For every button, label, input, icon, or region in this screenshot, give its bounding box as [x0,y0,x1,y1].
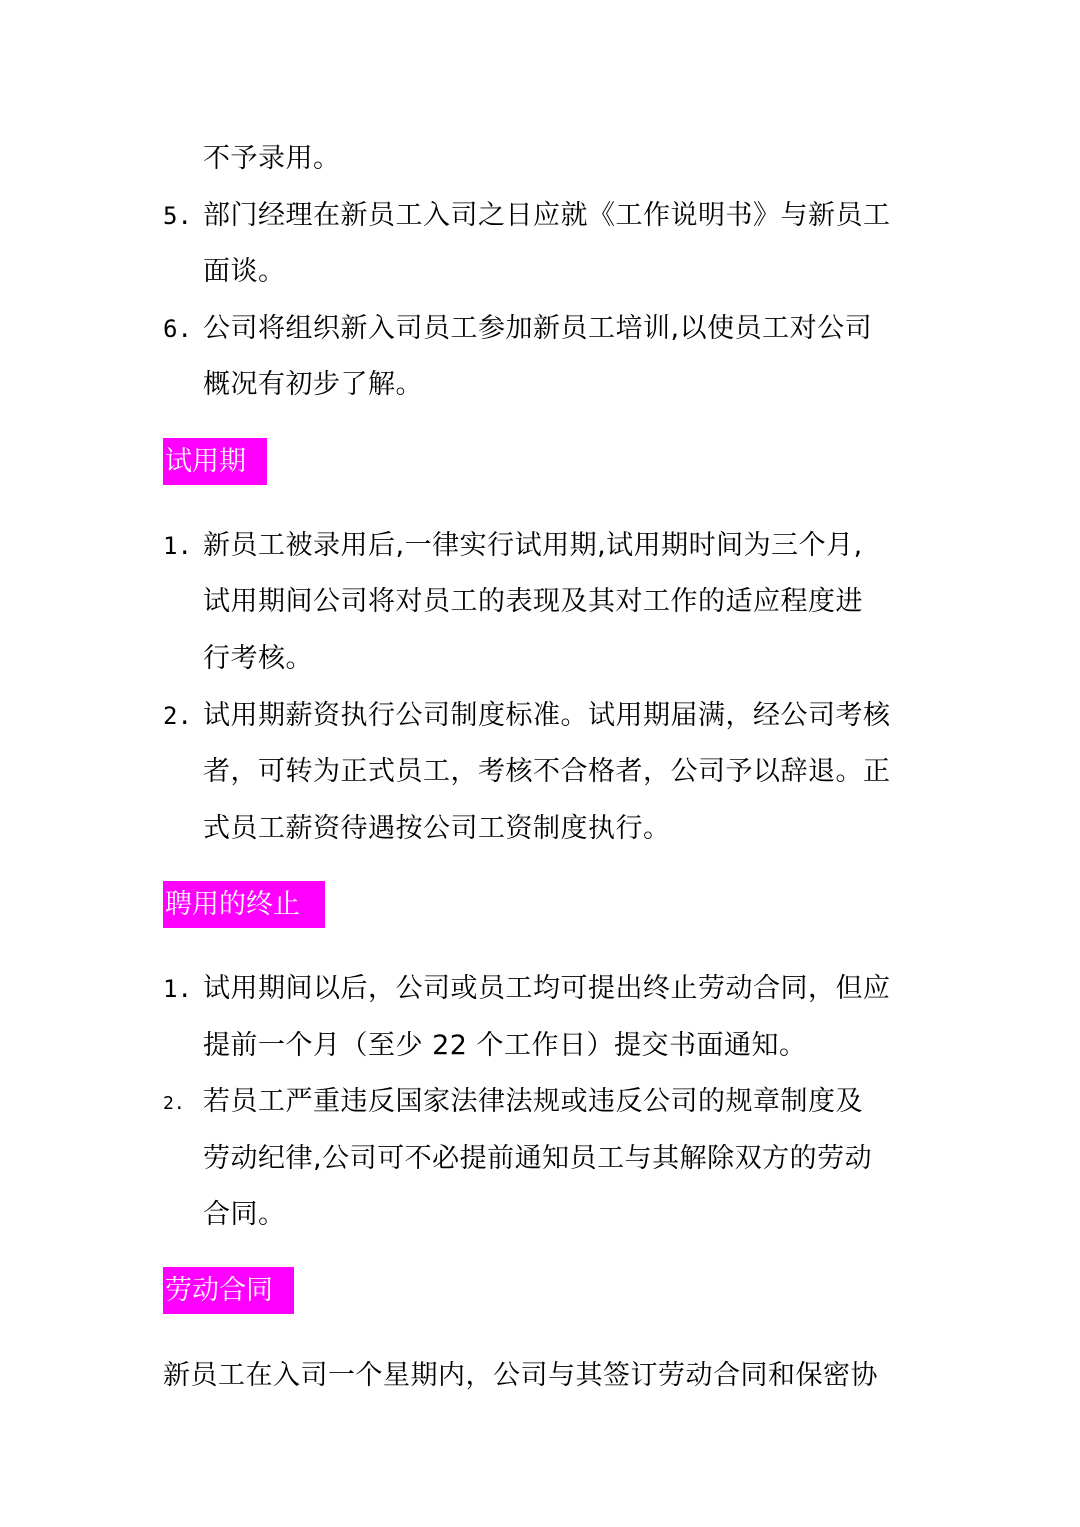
list-item-line: 者，可转为正式员工，考核不合格者，公司予以辞退。正 [203,756,891,787]
list-item-line: 行考核。 [203,643,313,674]
list-item-line: 试用期间以后，公司或员工均可提出终止劳动合同，但应 [203,973,891,1004]
section-heading-termination: 聘用的终止 [163,881,325,928]
list-item-line: 提前一个月（至少 22 个工作日）提交书面通知。 [203,1030,807,1061]
section-heading-contract: 劳动合同 [163,1267,294,1314]
list-item-line: 公司将组织新入司员工参加新员工培训,以使员工对公司 [203,313,873,344]
list-item-line: 式员工薪资待遇按公司工资制度执行。 [203,813,671,844]
section-heading-probation: 试用期 [163,438,267,485]
list-number: 1. [163,975,192,1003]
list-number: 2. [163,702,192,730]
list-item-line: 部门经理在新员工入司之日应就《工作说明书》与新员工 [203,200,891,231]
list-number: 6. [163,315,192,343]
list-item-line: 合同。 [203,1199,286,1230]
list-item-line: 面谈。 [203,256,286,287]
list-item-line: 试用期间公司将对员工的表现及其对工作的适应程度进 [203,586,863,617]
list-item-line: 新员工被录用后,一律实行试用期,试用期时间为三个月, [203,530,863,561]
list-item-line: 试用期薪资执行公司制度标准。试用期届满，经公司考核 [203,700,891,731]
list-number: 1. [163,532,192,560]
contract-paragraph: 新员工在入司一个星期内，公司与其签订劳动合同和保密协 [163,1360,878,1391]
list-number: 5. [163,202,192,230]
intro-continuation: 不予录用。 [203,143,341,174]
list-item-line: 若员工严重违反国家法律法规或违反公司的规章制度及 [203,1086,863,1117]
list-number: 2. [163,1093,185,1114]
list-item-line: 劳动纪律,公司可不必提前通知员工与其解除双方的劳动 [203,1143,873,1174]
list-item-line: 概况有初步了解。 [203,369,423,400]
